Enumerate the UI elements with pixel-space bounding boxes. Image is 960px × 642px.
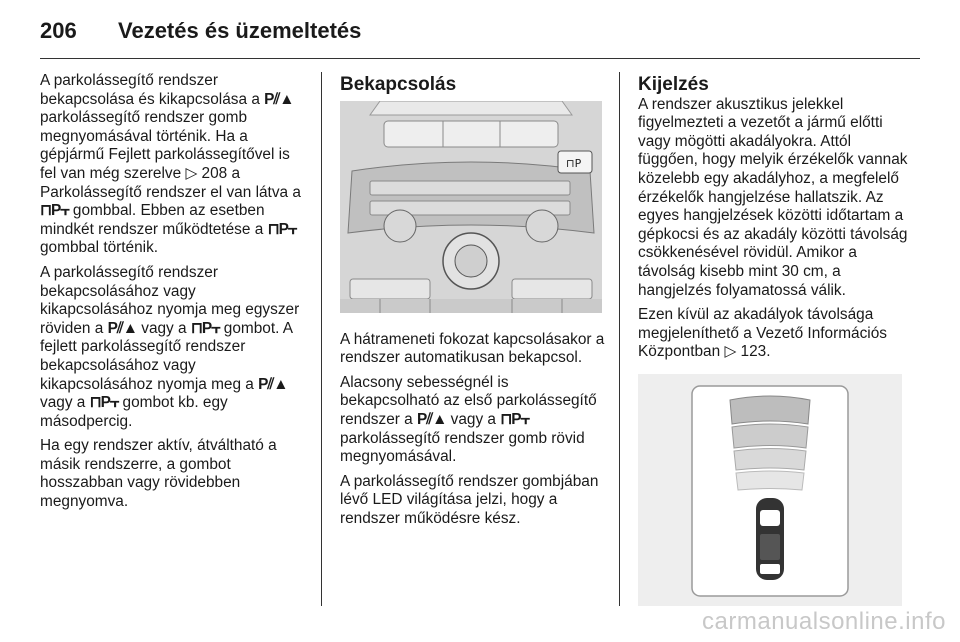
- column-right: [638, 72, 910, 606]
- advanced-park-assist-icon: ⊓P⫟: [190, 319, 220, 337]
- advanced-park-assist-icon: ⊓P⫟: [40, 202, 69, 220]
- paragraph-low-speed: Alacsony sebességnél is bekapcsolható az első parkolássegítő rendszer a P⫽▲ vagy a ⊓P⫟ parkolássegítő rendszer gomb rövid megnyomásával.: [340, 373, 597, 466]
- advanced-park-assist-icon: ⊓P⫟: [500, 410, 529, 428]
- svg-text:⊓P: ⊓P: [566, 156, 582, 170]
- park-assist-icon: P⫽▲: [107, 319, 137, 337]
- console-illustration: [340, 101, 602, 313]
- park-assist-icon: P⫽▲: [258, 375, 288, 393]
- paragraph-auto-on: A hátrameneti fokozat kapcsolásakor a rendszer automatikusan bekapcsol.: [340, 330, 605, 367]
- page-header: [40, 14, 920, 54]
- paragraph-toggle: A parkolássegítő rendszer bekapcsolása és kikapcsolása a P⫽▲ parkolássegítő rendszer gomb megnyomásával történik. Ha a gépjármű Fejlett parkolássegítővel is fel van még szerelve ▷ 208 a Parkolássegítő rendszer el van látva a ⊓P⫟ gombbal. Ebben az esetben mindkét rendszer működtetése a ⊓P⫟ gombbal történik.: [40, 72, 301, 257]
- park-assist-icon: P⫽▲: [417, 410, 447, 428]
- paragraph-dic: Ezen kívül az akadályok távolsága megjeleníthető a Vezető Információs Központban ▷ 123.: [638, 306, 887, 361]
- paragraph-acoustic: A rendszer akusztikus jelekkel figyelmezteti a vezetőt a jármű előtti vagy mögötti akadályokra. Attól függően, hogy melyik érzékelők vannak közelebb egy akadályhoz, a megfelelő érzékelők hangjelzése hallatszik. Az egyes hangjelzések közötti időtartam a gépkocsi és az akadály közötti távolság csökkenésével rövidül. Amikor a távolság kisebb mint 30 cm, a hangjelzés folyamatossá válik.: [638, 95, 908, 299]
- column-divider-1: [321, 72, 322, 606]
- paragraph-led: A parkolássegítő rendszer gombjában lévő LED világítása jelzi, hogy a rendszer működésre kész.: [340, 472, 599, 527]
- advanced-park-assist-icon: ⊓P⫟: [267, 220, 297, 238]
- see-reference-icon: ▷: [724, 343, 737, 361]
- distance-display-illustration: [638, 374, 902, 606]
- section-title: Vezetés és üzemeltetés: [118, 18, 362, 43]
- advanced-park-assist-icon: ⊓P⫟: [89, 394, 119, 412]
- paragraph-press: A parkolássegítő rendszer bekapcsolásához vagy kikapcsolásához nyomja meg egyszer röviden a P⫽▲ vagy a ⊓P⫟ gombot. A fejlett parkolássegítő rendszer bekapcsolásához vagy kikapcsolásához nyomja meg a P⫽▲ vagy a ⊓P⫟ gombot kb. egy másodpercig.: [40, 263, 300, 430]
- column-divider-2: [619, 72, 620, 606]
- header-divider: [40, 58, 920, 59]
- see-reference-icon: ▷: [185, 164, 198, 182]
- page-number: 206: [40, 18, 77, 43]
- heading-kijelzes: Kijelzés: [638, 74, 709, 95]
- paragraph-switch: Ha egy rendszer aktív, átváltható a másik rendszerre, a gombot hosszabban vagy rövidebben megnyomva.: [40, 437, 277, 511]
- park-assist-icon: P⫽▲: [264, 90, 294, 108]
- watermark: carmanualsonline.info: [702, 608, 946, 635]
- column-left: [40, 72, 310, 518]
- heading-bekapcsolas: Bekapcsolás: [340, 74, 457, 95]
- column-middle: [340, 72, 608, 535]
